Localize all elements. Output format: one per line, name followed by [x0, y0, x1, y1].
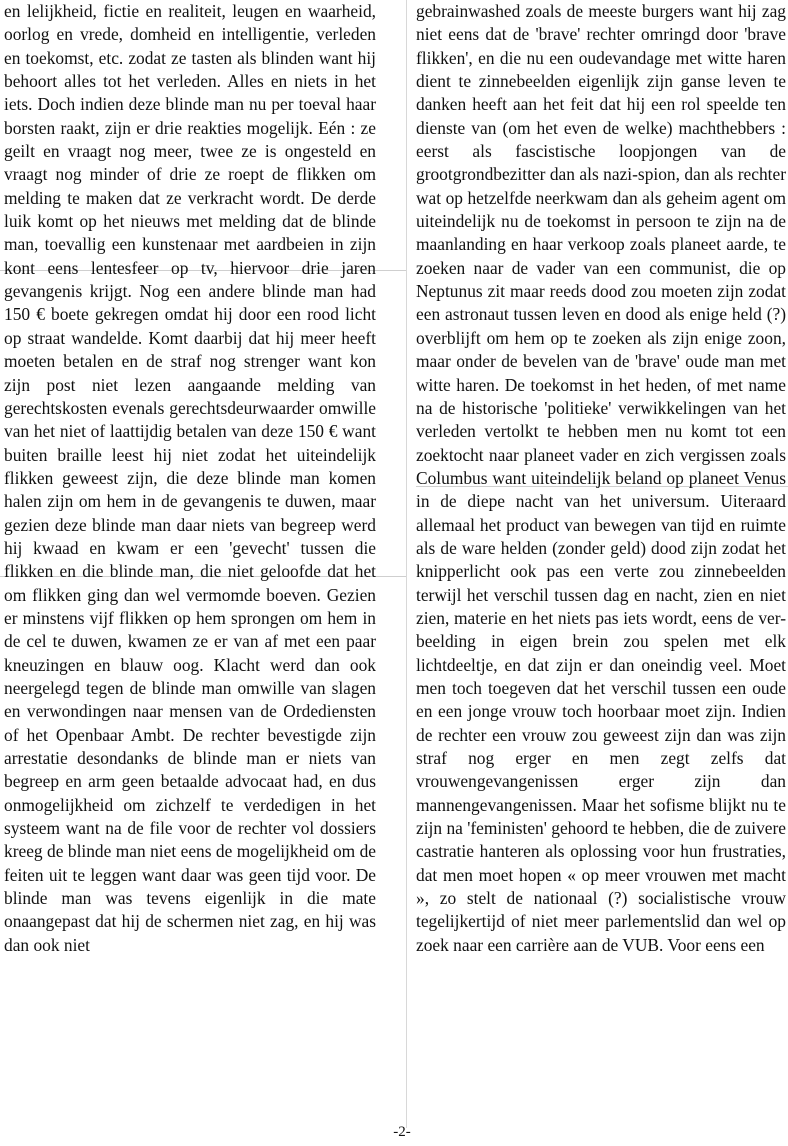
column-divider — [406, 0, 407, 1128]
text-column-right — [416, 0, 786, 957]
body-paragraph: en lelijkheid, fictie en realiteit, leugen en waarheid, oorlog en vrede, domheid en intelligentie, verleden en toekomst, etc. zodat ze tasten als blinden want hij behoort alles tot het verleden. Alles en niets in het iets. Doch indien deze blinde man nu per toeval haar borsten raakt, zijn er drie reakties mogelijk. Eén : ze geilt en vraagt nog meer, twee ze is ongesteld en vraagt nog minder of drie ze roept de flikken om melding te maken dat ze verkracht wordt. De derde luik komt op het nieuws met melding dat de blinde man, toevallig een kunstenaar met aardbeien in zijn kont eens lentesfeer op tv, hiervoor drie jaren gevangenis krijgt. Nog een andere blinde man had 150 € boete gekregen omdat hij door een rood licht op straat wandelde. Komt daarbij dat hij meer heeft moeten betalen en de straf nog strenger want kon zijn post niet lezen aangaande melding van gerechtskosten evenals gerechtsdeurwaarder omwille van het niet of laattijdig betalen van deze 150 € want buiten braille leest hij niet zodat het uiteindelijk flikken geweest zijn, die deze blinde man komen halen zijn om hem in de gevangenis te duwen, maar gezien deze blinde man daar niets van begreep werd hij kwaad en kwam er een 'gevecht' tussen die flikken en die blinde man, die niet geloofde dat het om flikken ging dan wel vermomde boeven. Gezien er minstens vijf flikken op hem sprongen om hem in de cel te duwen, kwamen ze er van af met een paar kneuzingen en blauw oog. Klacht werd dan ook neergelegd tegen de blinde man omwille van slagen en verwondingen naar mensen van de Ordediensten of het Openbaar Ambt. De rechter bevestigde zijn arrestatie desondanks de blinde man er niets van begreep en arm geen betaalde advocaat had, en dus onmogelijkheid om zichzelf te verdedigen in het systeem want na de file voor de rechter vol dossiers kreeg de blinde man niet eens de mogelijkheid om de feiten uit te leggen want daar was geen tijd voor. De blinde man was tevens eigenlijk in die mate onaangepast dat hij de schermen niet zag, en hij was dan ook niet — [4, 1, 376, 955]
body-paragraph: gebrainwashed zoals de meeste burgers want hij zag niet eens dat de 'brave' rechter omringd door 'brave flikken', en die nu een oudevandage met witte haren dient te zinnebeelden eigenlijk zijn ganse leven te danken heeft aan het feit dat hij een rol speelde ten dienste van (om het even de welke) machthebbers : eerst als fascistische loopjongen van de grootgrondbezitter dan als nazi-spion, dan als rechter wat op hetzelfde neerkwam dan als geheim agent om uiteindelijk nu de toekomst in persoon te zijn na de maanlanding en haar verkoop zoals planeet aarde, te zoeken naar de vader van een communist, die op Neptunus zit maar reeds dood zou moeten zijn zodat een astronaut tussen leven en dood als enige held (?) overblijft om hem op te zoeken als zijn enige zoon, maar onder de bevelen van de 'brave' oude man met witte haren. De toekomst in het heden, of met name na de historische 'politieke' verwikkelingen van het verleden vertolkt te hebben men nu komt tot een zoektocht naar planeet vader en zich vergissen zoals Columbus want uiteindelijk beland op planeet Venus in de diepe nacht van het universum. Uiteraard allemaal het product van bewegen van tijd en ruimte als de ware helden (zonder geld) dood zijn zodat het knipperlicht ook pas een verte zou zinnebeelden terwijl het verschil tussen dag en nacht, zien en niet zien, materie en het niets pas iets wordt, eens de ver-beelding in eigen brein zou spelen met elk lichtdeeltje, en dat zijn er dan oneindig veel. Moet men toch toegeven dat het verschil tussen een oude en een jonge vrouw toch hoorbaar moet zijn. Indien de rechter een vrouw zou geweest zijn dan was zijn straf nog erger en men zegt zelfs dat vrouwengevangenissen erger zijn dan mannengevangenissen. Maar het sofisme blijkt nu te zijn na 'feministen' gehoord te hebben, die de zuivere castratie hanteren als oplossing voor hun frustraties, dat men moet hopen « op meer vrouwen met macht », zo stelt de nationaal (?) socialistische vrouw tegelijkertijd of niet meer parlementslid dan wel op zoek naar een carrière aan de VUB. Voor eens een — [416, 1, 786, 955]
page-number: -2- — [393, 1124, 411, 1140]
text-column-left — [4, 0, 376, 957]
